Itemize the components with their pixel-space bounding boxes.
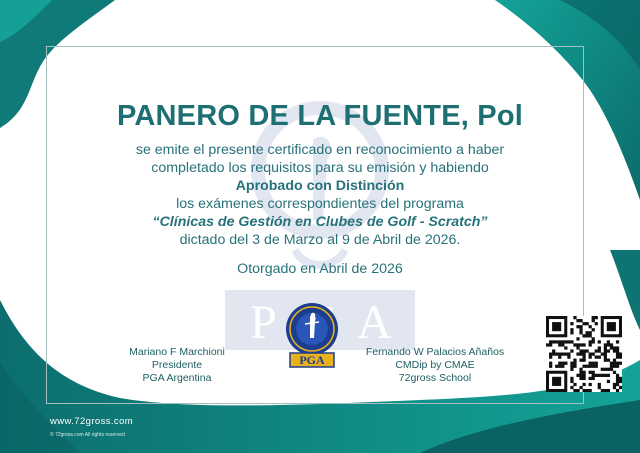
footer-url: www.72gross.com xyxy=(50,416,134,427)
granted-date: Otorgado en Abril de 2026 xyxy=(237,261,403,277)
signer-left-name: Mariano F Marchioni xyxy=(129,346,225,358)
pga-logo-text: PGA xyxy=(299,353,325,367)
body-line-4: los exámenes correspondientes del programa xyxy=(176,196,464,212)
watermark-letter-p: P xyxy=(250,296,277,349)
signer-right-org: 72gross School xyxy=(398,372,472,384)
footer-copyright: © 72gross.com All rights reserved xyxy=(50,432,125,438)
distinction-text: Aprobado con Distinción xyxy=(235,178,405,194)
body-line-2: completado los requisitos para su emisión y habiendo xyxy=(151,160,489,176)
qr-code-icon xyxy=(546,316,622,392)
pga-logo xyxy=(283,302,341,368)
watermark-letter-a: A xyxy=(357,296,392,349)
signer-right-name: Fernando W Palacios Añaños xyxy=(365,346,505,358)
recipient-name: PANERO DE LA FUENTE, Pol xyxy=(117,100,523,132)
signer-left-role: Presidente xyxy=(151,359,203,371)
program-name: “Clínicas de Gestión en Clubes de Golf - Scratch” xyxy=(152,214,488,230)
signer-right-role: CMDip by CMAE xyxy=(395,359,475,371)
signer-left-org: PGA Argentina xyxy=(142,372,212,384)
course-dates: dictado del 3 de Marzo al 9 de Abril de 2026. xyxy=(179,232,461,248)
body-line-1: se emite el presente certificado en reconocimiento a haber xyxy=(135,142,505,158)
signature-left xyxy=(92,346,262,385)
signature-right xyxy=(350,346,520,385)
certificate-body xyxy=(0,141,640,249)
